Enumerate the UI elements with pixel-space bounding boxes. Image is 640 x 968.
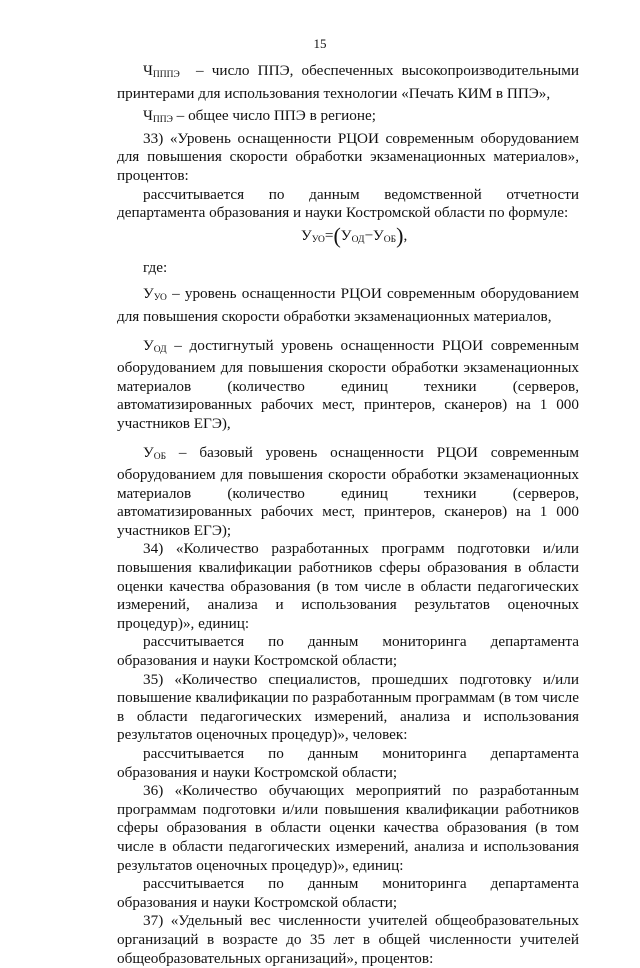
paragraph-calc-35: рассчитывается по данным мониторинга департамента образования и науки Костромской области; <box>117 745 579 781</box>
paragraph-calc-34: рассчитывается по данным мониторинга департамента образования и науки Костромской области; <box>117 633 579 670</box>
paragraph-item-37: 37) «Удельный вес численности учителей общеобразовательных организаций в возрасте до 35 лет в общей численности учителей общеобразовательных организаций», процентов: <box>117 912 579 967</box>
paragraph-where: где: <box>143 258 168 276</box>
formula-uuo: $У_{УО}=(У_{ОД}-У_{ОБ})$, <box>301 222 408 248</box>
symbol-uob: $У_{ОБ}$ <box>143 443 167 462</box>
page-number: 15 <box>313 36 327 51</box>
symbol-uuo: $У_{УО}$ <box>143 285 167 304</box>
paragraph-item-36: 36) «Количество обучающих мероприятий по разработанным программам подготовки и/или повышения квалификации работников сферы образования в области оценки качества образования (в том числе в области педагогических измерений, анализа и использования результатов оценочных процедур)», единиц: <box>117 782 579 874</box>
paragraph-ch-pppe: $Ч_{ПППЭ}$ – число ППЭ, обеспеченных высокопроизводительными принтерами для использования технологии «Печать КИМ в ППЭ», <box>117 62 579 102</box>
document-body <box>117 62 579 968</box>
paragraph-calc-36: рассчитывается по данным мониторинга департамента образования и науки Костромской области; <box>117 875 579 911</box>
symbol-ch-ppe: $Ч_{ППЭ}$ <box>143 107 173 126</box>
paragraph-uob-def: $У_{ОБ}$ – базовый уровень оснащенности РЦОИ современным оборудованием для повышения скорости обработки экзаменационных материалов (количество единиц техники (серверов, автоматизированных рабочих мест, принтеров, сканеров) на 1 000 участников ЕГЭ); <box>117 443 579 539</box>
paragraph-uod-def: $У_{ОД}$ – достигнутый уровень оснащенности РЦОИ современным оборудованием для повышения скорости обработки экзаменационных материалов (количество единиц техники (серверов, автоматизированных рабочих мест, принтеров, сканеров) на 1 000 участников ЕГЭ), <box>117 336 579 432</box>
paragraph-item-34: 34) «Количество разработанных программ подготовки и/или повышения квалификации работников сферы образования в области оценки качества образования (в том числе в области педагогических измерений, анализа и использования результатов оценочных процедур)», единиц: <box>117 540 579 632</box>
paragraph-item-35: 35) «Количество специалистов, прошедших подготовку и/или повышение квалификации по разработанным программам (в том числе в области педагогических измерений, анализа и использования результатов оценочных процедур)», человек: <box>117 670 579 744</box>
paragraph-item-33: 33) «Уровень оснащенности РЦОИ современным оборудованием для повышения скорости обработки экзаменационных материалов», процентов: <box>117 129 579 184</box>
paragraph-uuo-def: $У_{УО}$ – уровень оснащенности РЦОИ современным оборудованием для повышения скорости обработки экзаменационных материалов, <box>117 285 579 325</box>
paragraph-calc-33: рассчитывается по данным ведомственной отчетности департамента образования и науки Костромской области по формуле: <box>117 185 579 222</box>
paragraph-ch-ppe: $Ч_{ППЭ}$ – общее число ППЭ в регионе; <box>143 107 376 126</box>
symbol-ch-pppe: $Ч_{ПППЭ}$ <box>143 62 180 80</box>
symbol-uod: $У_{ОД}$ <box>143 336 167 355</box>
